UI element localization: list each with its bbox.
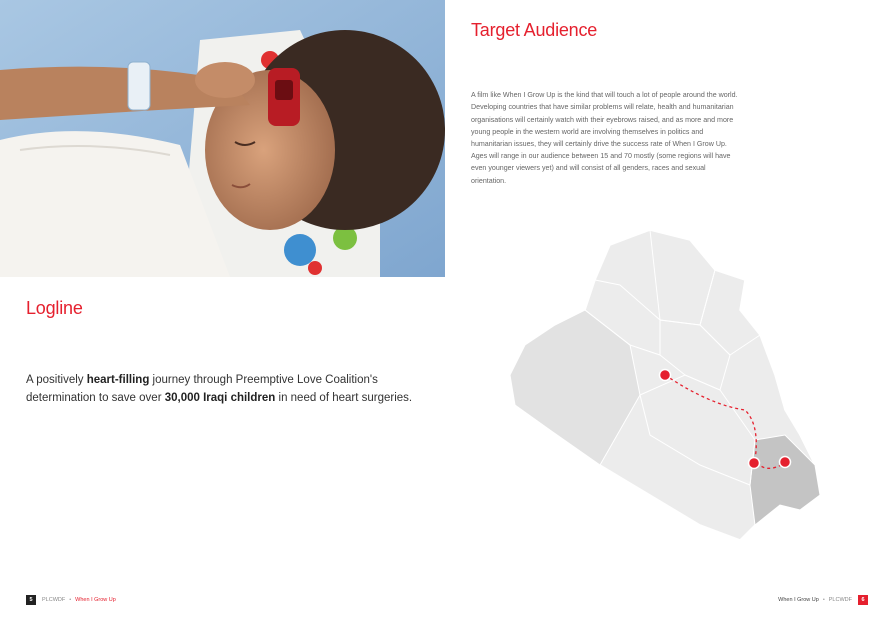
logline-text-2: journey through Preemptive Love Coalition's determination to save over <box>26 373 378 404</box>
footer-right-title: When I Grow Up <box>778 597 819 603</box>
province-basra <box>750 435 820 525</box>
logline-text-1: A positively <box>26 373 87 386</box>
footer-right <box>778 595 868 605</box>
footer-right-separator: • <box>822 597 825 603</box>
footer-left-publisher: PLCWDF <box>42 597 66 603</box>
target-audience-paragraph: A film like When I Grow Up is the kind that will touch a lot of people around the world. Developing countries that have similar problems will relate, health and humanitarian organisations will certainly watch with their eyebrows raised, and as more and more young people in the western world are involving themselves in politics and humanitarian issues, they will certainly drive the success rate of When I Grow Up. Ages will range in our audience between 15 and 70 mostly (some regions will have even younger viewers yet) and will consist of all genders, races and sexual orientation. <box>471 91 738 185</box>
map-marker-south <box>780 457 791 468</box>
logline-text-3: in need of heart surgeries. <box>275 391 413 404</box>
logline-heading: Logline <box>26 298 83 318</box>
logline-bold-1: heart-filling <box>86 373 150 386</box>
map-marker-basra <box>749 458 760 469</box>
footer-left-title: When I Grow Up <box>75 597 116 603</box>
hero-photo-child-in-hospital <box>0 0 445 277</box>
footer-left <box>26 595 116 605</box>
logline-bold-2: 30,000 Iraqi children <box>164 391 276 404</box>
target-audience-heading: Target Audience <box>471 20 598 40</box>
footer-right-publisher: PLCWDF <box>828 597 852 603</box>
page-number-right: 6 <box>858 595 868 605</box>
iraq-map-graphic <box>500 225 830 545</box>
page-number-left: 5 <box>26 595 36 605</box>
map-marker-baghdad <box>660 370 671 381</box>
logline-paragraph <box>26 371 426 407</box>
footer-left-separator: • <box>69 597 72 603</box>
